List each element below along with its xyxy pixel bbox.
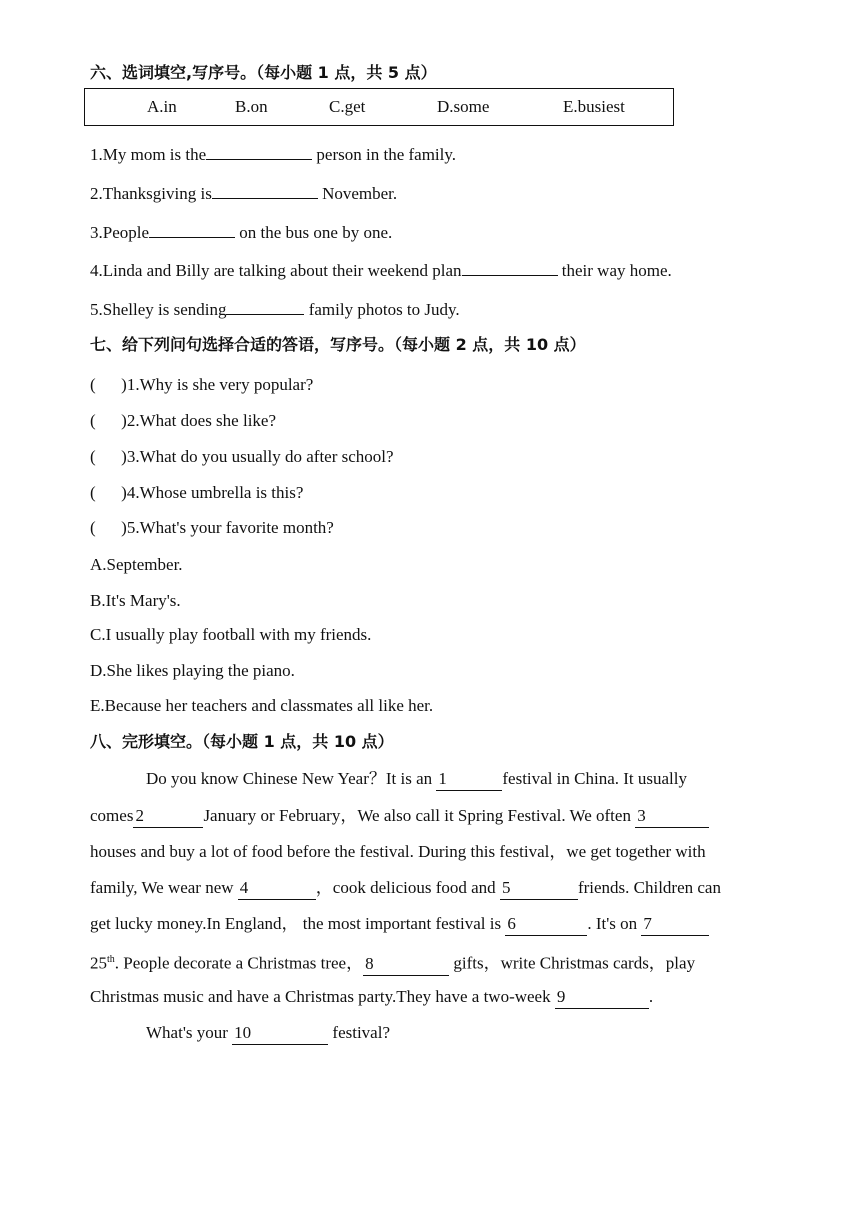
- fill-item-1: [90, 144, 456, 166]
- cloze-blank-3[interactable]: [635, 805, 709, 828]
- passage-text: festival?: [328, 1023, 390, 1042]
- blank-number: 8: [365, 953, 374, 973]
- section7-title: 七、给下列问句选择合适的答语，写序号。（每小题 2 点，共 10 点）: [90, 335, 586, 354]
- passage-line-7: [90, 986, 653, 1009]
- cloze-blank-4[interactable]: [238, 877, 316, 900]
- passage-text: . People decorate a Christmas tree，: [114, 953, 364, 973]
- answer-paren[interactable]: ( ): [90, 411, 127, 430]
- passage-line-4: [90, 877, 721, 900]
- fill-item-text: 3.People: [90, 223, 150, 242]
- question-row-4: [90, 482, 303, 504]
- passage-text: Do you know Chinese New Year？It is an: [146, 769, 437, 788]
- answer-paren[interactable]: ( ): [90, 375, 127, 394]
- passage-line-6: [90, 949, 695, 976]
- answer-blank[interactable]: [149, 222, 235, 238]
- passage-text: Christmas music and have a Christmas party.They have a two-week: [90, 987, 555, 1006]
- question-row-2: [90, 410, 276, 432]
- blank-number: 1: [438, 769, 447, 788]
- fill-item-text: family photos to Judy.: [304, 300, 460, 319]
- word-option-b: B.on: [235, 97, 268, 116]
- word-option-a: A.in: [147, 97, 177, 116]
- section8-title: 八、完形填空。（每小题 1 点，共 10 点）: [90, 732, 394, 751]
- answer-option-e: E.Because her teachers and classmates all like her.: [90, 696, 434, 715]
- ordinal-suffix: th: [107, 954, 115, 965]
- answer-paren[interactable]: ( ): [90, 483, 127, 502]
- fill-item-text: 1.My mom is the: [90, 145, 207, 164]
- passage-text: gifts，write Christmas cards，play: [449, 953, 696, 973]
- word-option-e: E.busiest: [563, 97, 625, 116]
- cloze-blank-1[interactable]: [436, 768, 502, 791]
- answer-option-b: B.It's Mary's.: [90, 591, 181, 610]
- question-text: 2.What does she like?: [126, 411, 277, 430]
- answer-blank[interactable]: [462, 260, 558, 276]
- answer-paren[interactable]: ( ): [90, 518, 127, 537]
- blank-number: 7: [643, 914, 652, 933]
- fill-item-text: November.: [317, 184, 398, 203]
- question-text: 5.What's your favorite month?: [126, 518, 334, 537]
- question-text: 4.Whose umbrella is this?: [126, 483, 304, 502]
- answer-option-d: D.She likes playing the piano.: [90, 661, 295, 680]
- question-row-3: [90, 446, 394, 468]
- question-row-5: [90, 517, 334, 539]
- passage-text: January or February，We also call it Spring Festival. We often: [203, 806, 636, 825]
- passage-line-8: [146, 1022, 390, 1045]
- cloze-blank-2[interactable]: [133, 805, 203, 828]
- blank-number: 4: [239, 878, 249, 897]
- blank-number: 3: [637, 806, 646, 825]
- blank-number: 5: [501, 878, 511, 897]
- fill-item-4: [90, 260, 672, 282]
- fill-item-text: 4.Linda and Billy are talking about their weekend plan: [90, 261, 462, 280]
- blank-number: 9: [556, 987, 566, 1006]
- fill-item-text: 5.Shelley is sending: [90, 300, 227, 319]
- cloze-blank-10[interactable]: [232, 1022, 328, 1045]
- passage-text: family, We wear new: [90, 878, 238, 897]
- passage-line-2: [90, 805, 709, 828]
- answer-blank[interactable]: [226, 299, 304, 315]
- fill-item-text: their way home.: [557, 261, 672, 280]
- word-option-d: D.some: [437, 97, 490, 116]
- fill-item-text: on the bus one by one.: [235, 223, 393, 242]
- passage-text: 25: [90, 953, 107, 973]
- cloze-blank-8[interactable]: [363, 953, 449, 976]
- question-text: 3.What do you usually do after school?: [126, 447, 394, 466]
- passage-text: comes: [90, 806, 134, 825]
- answer-blank[interactable]: [212, 183, 318, 199]
- fill-item-2: [90, 183, 397, 205]
- passage-text: get lucky money.In England， the most important festival is: [90, 914, 506, 933]
- section6-title: 六、选词填空,写序号。（每小题 1 点，共 5 点）: [90, 63, 437, 82]
- cloze-blank-9[interactable]: [555, 986, 649, 1009]
- passage-text: .: [648, 987, 654, 1006]
- passage-text: What's your: [146, 1023, 233, 1042]
- blank-number: 2: [135, 806, 144, 825]
- passage-line-3: houses and buy a lot of food before the festival. During this festival，we get together with: [90, 842, 706, 861]
- answer-blank[interactable]: [206, 144, 312, 160]
- question-text: 1.Why is she very popular?: [126, 375, 314, 394]
- passage-line-5: [90, 913, 709, 936]
- passage-line-1: [146, 768, 687, 791]
- answer-option-a: A.September.: [90, 555, 183, 574]
- fill-item-text: person in the family.: [312, 145, 457, 164]
- passage-text: friends. Children can: [577, 878, 721, 897]
- passage-text: . It's on: [587, 914, 642, 933]
- blank-number: 10: [234, 1023, 252, 1042]
- passage-text: festival in China. It usually: [502, 769, 687, 788]
- passage-text: ，cook delicious food and: [315, 878, 500, 897]
- answer-option-c: C.I usually play football with my friends.: [90, 625, 372, 644]
- cloze-blank-7[interactable]: [641, 913, 709, 936]
- fill-item-text: 2.Thanksgiving is: [90, 184, 212, 203]
- blank-number: 6: [507, 914, 516, 933]
- fill-item-5: [90, 299, 460, 321]
- answer-paren[interactable]: ( ): [90, 447, 127, 466]
- cloze-blank-6[interactable]: [505, 913, 587, 936]
- cloze-blank-5[interactable]: [500, 877, 578, 900]
- word-option-c: C.get: [329, 97, 366, 116]
- fill-item-3: [90, 222, 392, 244]
- question-row-1: [90, 374, 313, 396]
- word-bank-box: [84, 88, 674, 126]
